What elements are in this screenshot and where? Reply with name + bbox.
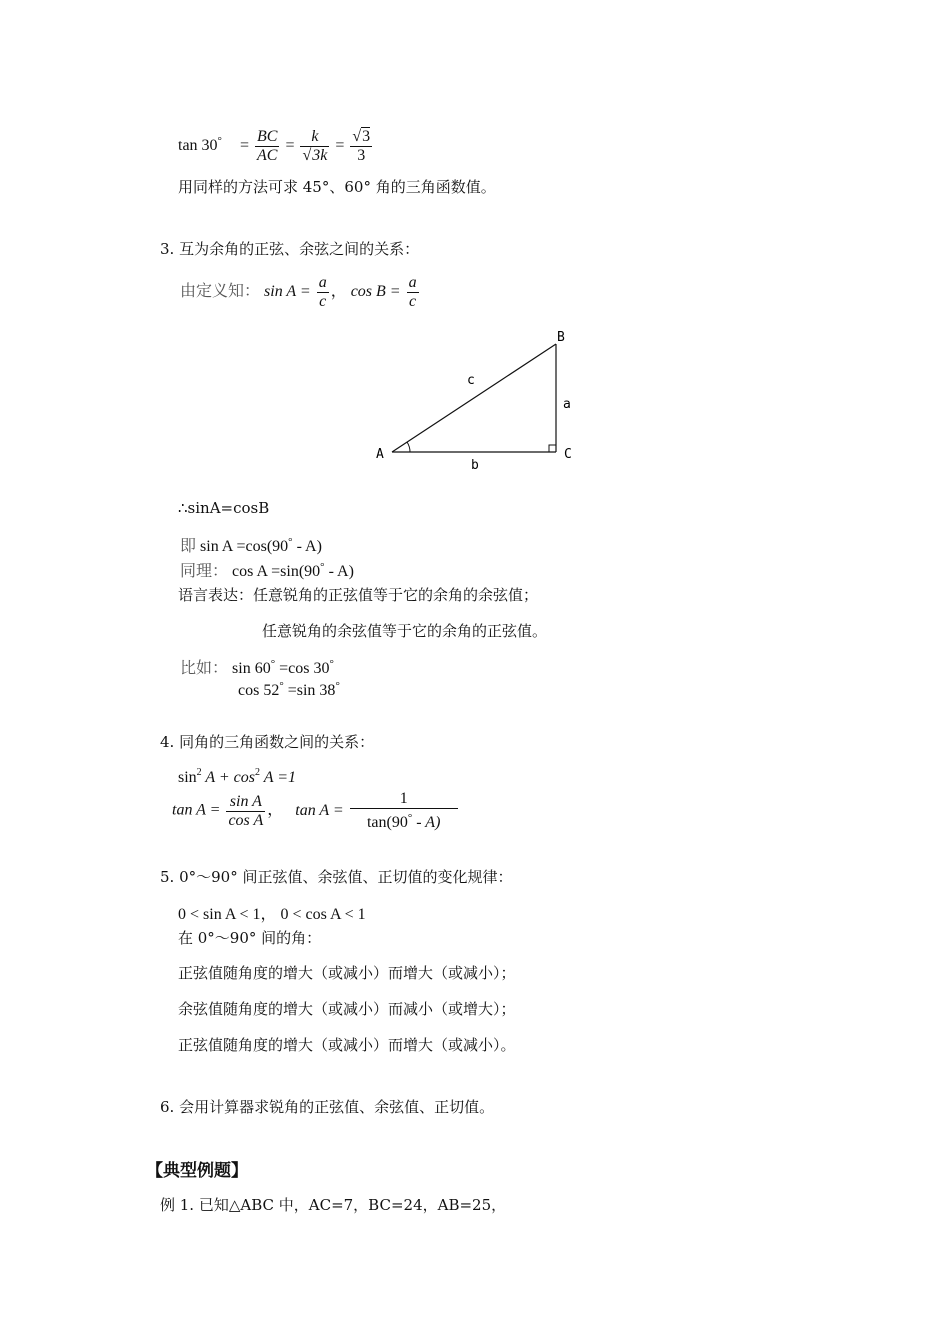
label-b: b — [471, 458, 479, 473]
degree-sign: ° — [288, 536, 293, 548]
equals: = — [239, 137, 249, 155]
therefore-line: ∴sinA=cosB — [178, 499, 270, 517]
section6-heading: 6. 会用计算器求锐角的正弦值、余弦值、正切值。 — [160, 1098, 495, 1116]
fraction-a-c — [317, 274, 329, 311]
fraction-a-c — [407, 274, 419, 311]
inequality-line: 0 < sin A < 1， 0 < cos A < 1 — [178, 906, 366, 923]
numerator: k — [300, 128, 329, 147]
identity-sin: sin — [178, 769, 197, 786]
numerator: √3 — [352, 128, 371, 145]
language-line-2: 任意锐角的余弦值等于它的余角的正弦值。 — [262, 622, 548, 640]
denominator-head: tan(90 — [366, 814, 408, 831]
numerator: a — [318, 274, 327, 291]
identity-cos: A + cos — [201, 769, 255, 786]
side-c — [392, 344, 556, 452]
tan-identities — [172, 790, 460, 832]
rule-line-3: 正弦值随角度的增大（或减小）而增大（或减小）。 — [178, 1036, 516, 1054]
fraction-sqrt3-3 — [350, 128, 372, 165]
equals: = — [285, 137, 295, 155]
ji-formula — [180, 533, 322, 556]
label-B: B — [557, 330, 565, 345]
definition-label: 由定义知： — [180, 283, 261, 301]
comma: ， — [330, 283, 347, 301]
language-line-1 — [178, 584, 538, 605]
tongli-expr: cos A =sin(90 — [232, 563, 321, 580]
label-a: a — [563, 397, 571, 412]
degree-sign: ° — [217, 135, 222, 148]
denominator: c — [409, 293, 417, 310]
language-label: 语言表达： — [178, 586, 254, 604]
label-c: c — [467, 373, 475, 388]
denominator — [350, 809, 458, 832]
ji-expr: sin A =cos(90 — [200, 538, 289, 555]
example-label: 比如： — [180, 660, 229, 677]
ji-expr-tail: - A) — [292, 538, 322, 555]
sinA-lhs: sin A = — [264, 283, 311, 301]
cosB-lhs: cos B = — [350, 283, 401, 301]
tongli-label: 同理： — [180, 563, 229, 580]
tan30-lhs: tan 30 — [178, 137, 218, 155]
right-triangle-diagram — [370, 326, 590, 476]
denominator: √3k — [302, 147, 328, 164]
fraction-k-sqrt3k — [300, 128, 329, 165]
tan-lhs: tan A = — [172, 801, 221, 819]
rule-line-2: 余弦值随角度的增大（或减小）而减小（或增大）； — [178, 1000, 516, 1018]
definition-formula — [180, 274, 421, 311]
denominator: 3 — [357, 147, 366, 164]
pythagorean-identity — [178, 767, 296, 787]
exponent: 2 — [255, 767, 260, 778]
example-line-2 — [238, 680, 340, 700]
numerator: sin A — [226, 793, 265, 812]
section4-heading: 4. 同角的三角函数之间的关系： — [160, 733, 375, 751]
comma: ， — [267, 801, 284, 819]
tan30-formula — [178, 128, 374, 165]
label-A: A — [376, 447, 384, 462]
degree-sign: ° — [270, 658, 276, 670]
denominator: cos A — [228, 811, 264, 829]
denominator: c — [319, 293, 327, 310]
exponent: 2 — [196, 767, 202, 778]
right-angle-mark — [549, 445, 556, 452]
fraction-sin-cos — [226, 793, 265, 830]
label-C: C — [564, 447, 572, 462]
denominator: AC — [256, 147, 278, 164]
degree-sign: ° — [320, 561, 325, 573]
radicand: 3 — [362, 128, 371, 145]
same-method-line: 用同样的方法可求 45°、60° 角的三角函数值。 — [178, 178, 496, 196]
angle-a-arc — [407, 442, 410, 452]
radicand: 3k — [312, 147, 328, 164]
numerator: 1 — [350, 790, 458, 809]
example-1-text: 例 1. 已知△ABC 中，AC=7，BC=24，AB=25， — [160, 1196, 507, 1214]
language-text-1: 任意锐角的正弦值等于它的余角的余弦值； — [253, 586, 539, 604]
example-1-lhs: sin 60 — [232, 660, 271, 677]
tan2-lhs: tan A = — [295, 801, 344, 819]
example-2-lhs: cos 52 — [238, 682, 280, 699]
range-line: 在 0°～90° 间的角： — [178, 929, 322, 947]
degree-sign: ° — [329, 658, 334, 670]
example-2-rhs: =sin 38 — [287, 682, 336, 699]
tongli-expr-tail: - A) — [324, 563, 354, 580]
denominator-tail: - A) — [412, 814, 441, 831]
example-line-1 — [180, 655, 334, 678]
numerator: BC — [256, 128, 278, 145]
rule-line-1: 正弦值随角度的增大（或减小）而增大（或减小）； — [178, 964, 516, 982]
fraction-bc-ac — [255, 128, 279, 165]
examples-heading: 【典型例题】 — [146, 1161, 248, 1181]
tongli-formula — [180, 558, 354, 581]
fraction-1-over-tan — [350, 790, 458, 832]
degree-sign: ° — [407, 812, 413, 824]
ji-label: 即 — [180, 538, 197, 555]
degree-sign: ° — [335, 680, 340, 692]
example-1-rhs: =cos 30 — [279, 660, 330, 677]
section3-heading: 3. 互为余角的正弦、余弦之间的关系： — [160, 240, 420, 258]
section5-heading: 5. 0°～90° 间正弦值、余弦值、正切值的变化规律： — [160, 868, 513, 886]
numerator: a — [408, 274, 417, 291]
degree-sign: ° — [279, 680, 284, 692]
identity-rhs: A =1 — [260, 769, 296, 786]
equals: = — [335, 137, 345, 155]
